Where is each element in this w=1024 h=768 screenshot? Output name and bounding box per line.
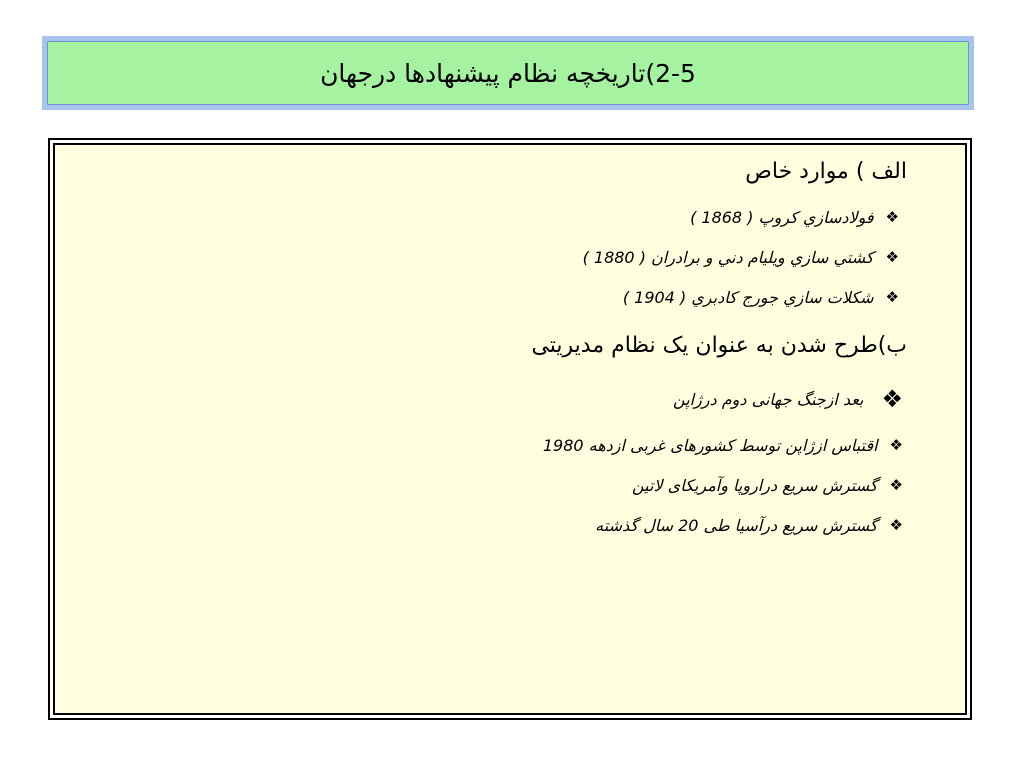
list-item: [95, 505, 907, 545]
content-frame: [48, 138, 972, 720]
content-box: [53, 143, 967, 715]
list-item: [95, 373, 907, 425]
list-item: [95, 197, 907, 237]
list-item-text: گسترش سریع دراروپا وآمریکای لاتین: [632, 475, 878, 495]
title-box: [47, 41, 969, 105]
four-diamond-bullet-icon: ❖: [885, 247, 899, 266]
list-item: [95, 237, 907, 277]
four-diamond-bullet-icon: ❖: [885, 207, 899, 226]
title-frame: [42, 36, 974, 110]
four-diamond-bullet-icon: ❖: [889, 435, 903, 454]
four-diamond-bullet-icon: ❖: [889, 515, 903, 534]
list-item: [95, 425, 907, 465]
section-b-list: [95, 373, 907, 545]
list-item: [95, 465, 907, 505]
list-item: [95, 277, 907, 317]
four-diamond-bullet-icon: ❖: [889, 475, 903, 494]
four-diamond-bullet-icon: ❖: [881, 385, 903, 413]
list-item-text: اقتباس ازژاپن توسط کشورهای غربی ازدهه 1980: [542, 435, 878, 455]
list-item-text: فولادسازي كروپ ( 1868 ): [690, 207, 874, 227]
section-a-list: [95, 197, 907, 317]
list-item-text: گسترش سریع درآسیا طی 20 سال گذشته: [595, 515, 878, 535]
four-diamond-bullet-icon: ❖: [885, 287, 899, 306]
slide-title: 2-5)تاریخچه نظام پیشنهادها درجهان: [320, 58, 696, 88]
list-item-text: كشتي سازي ويليام دني و برادران ( 1880 ): [582, 247, 874, 267]
section-b-heading: ب)طرح شدن به عنوان یک نظام مدیریتی: [531, 333, 907, 358]
list-item-text: شكلات سازي جورج كادبري ( 1904 ): [622, 287, 874, 307]
list-item-text: بعد ازجنگ جهانی دوم درژاپن: [673, 389, 864, 409]
section-a-heading: الف ) موارد خاص: [745, 159, 907, 184]
